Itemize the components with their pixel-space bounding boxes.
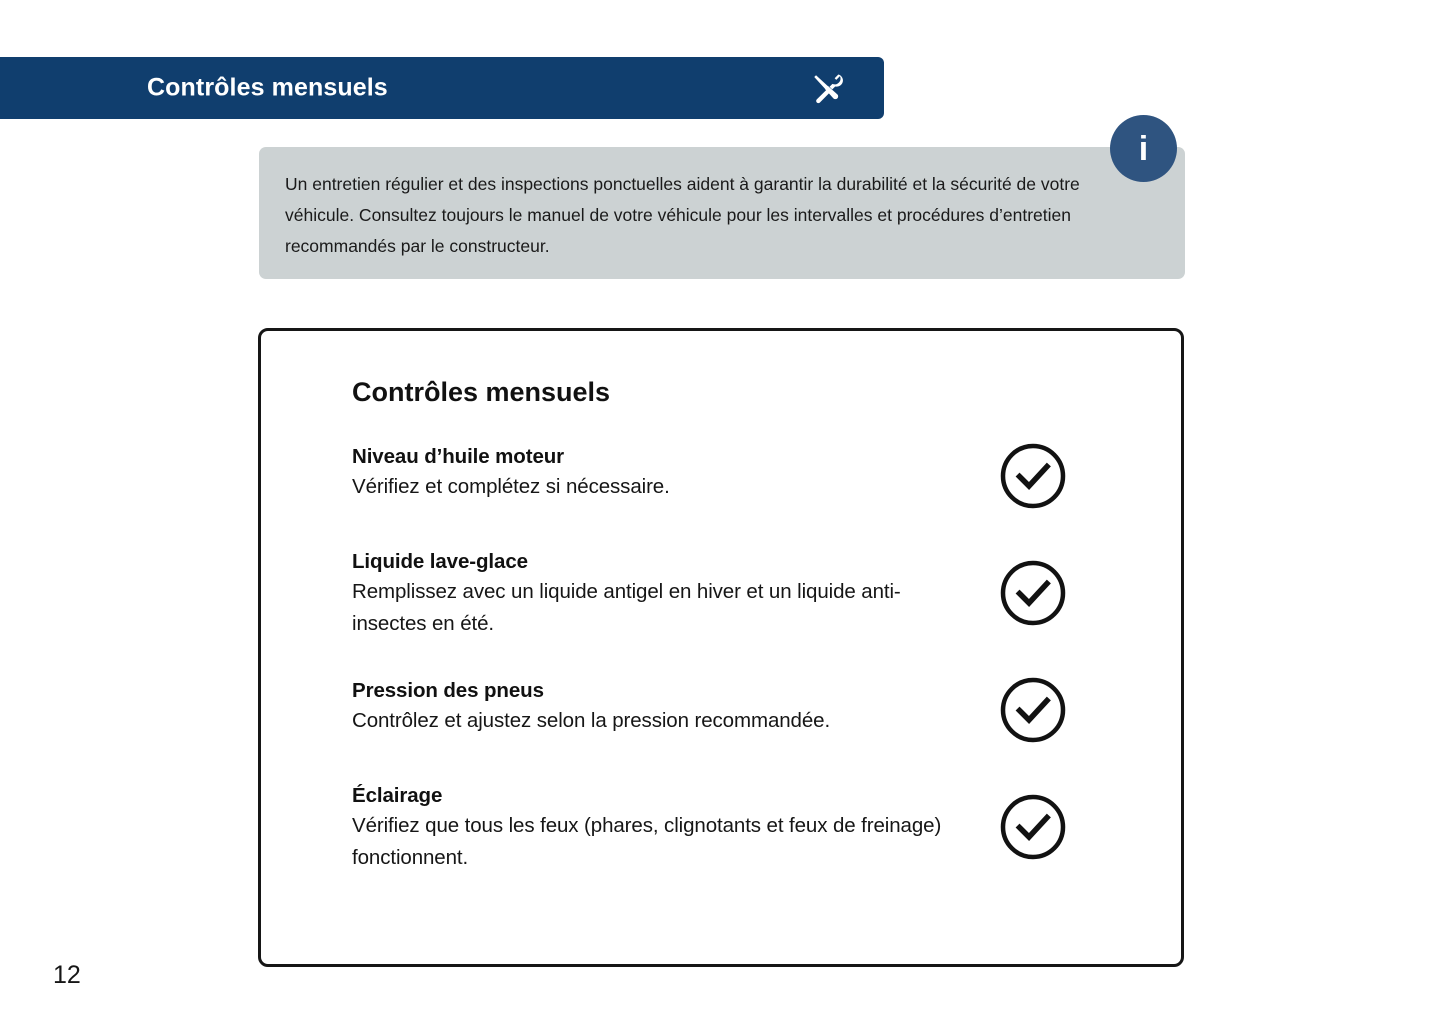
list-item-title: Pression des pneus [352, 679, 544, 702]
list-item-title: Liquide lave-glace [352, 550, 528, 573]
list-item-status [998, 675, 1068, 745]
monthly-checks-panel [258, 328, 1184, 967]
list-item [352, 546, 1142, 640]
page-number: 12 [53, 961, 81, 989]
page-header-bar [0, 57, 884, 119]
list-item-status [998, 792, 1068, 862]
list-item-text [352, 546, 972, 640]
list-item [352, 675, 1142, 745]
checklist [352, 441, 1142, 874]
list-item-status [998, 441, 1068, 511]
list-item-status [998, 558, 1068, 628]
list-item-description: Remplissez avec un liquide antigel en hiver et un liquide anti-insectes en été. [352, 580, 901, 635]
check-circle-icon [998, 558, 1068, 628]
list-item-title: Niveau d’huile moteur [352, 445, 565, 468]
check-circle-icon [998, 792, 1068, 862]
list-item-text [352, 441, 972, 503]
panel-title: Contrôles mensuels [352, 377, 611, 407]
list-item-description: Vérifiez et complétez si nécessaire. [352, 475, 670, 498]
list-item-description: Vérifiez que tous les feux (phares, clignotants et feux de freinage) fonctionnent. [352, 814, 942, 869]
list-item-text [352, 780, 972, 874]
info-callout-text: Un entretien régulier et des inspections ponctuelles aident à garantir la durabilité et la sécurité de votre véhicule. Consultez toujours le manuel de votre véhicule pour les intervalles et procédures d’entretien recommandés par le constructeur. [285, 174, 1080, 256]
tools-screwdriver-wrench-icon [810, 71, 844, 105]
list-item [352, 780, 1142, 874]
page-header-title: Contrôles mensuels [147, 73, 388, 102]
list-item-title: Éclairage [352, 784, 443, 807]
check-circle-icon [998, 675, 1068, 745]
list-item [352, 441, 1142, 511]
check-circle-icon [998, 441, 1068, 511]
info-badge-icon: i [1110, 115, 1177, 182]
list-item-text [352, 675, 972, 737]
list-item-description: Contrôlez et ajustez selon la pression recommandée. [352, 709, 831, 732]
info-callout-box [259, 147, 1185, 279]
